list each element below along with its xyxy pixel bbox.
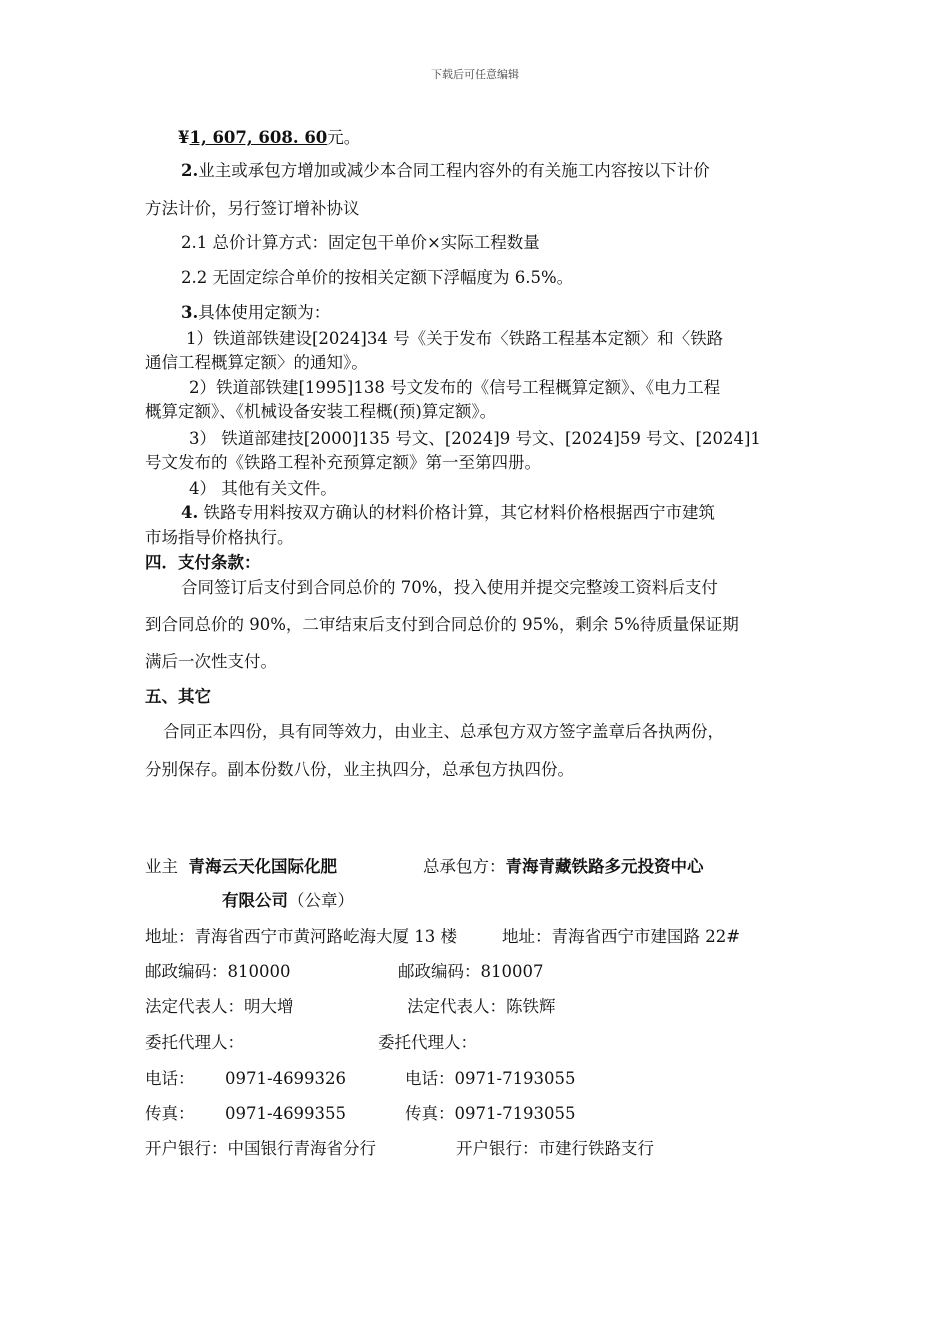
section-5-heading: 五、其它 [145, 687, 211, 706]
clause-4-line1 [181, 503, 715, 523]
owner-fax: 0971-4699355 [225, 1104, 347, 1123]
clause-2-number: 2. [181, 161, 199, 180]
contract-amount [178, 128, 360, 148]
clause-3-item1-line2: 通信工程概算定额〉的通知》。 [145, 353, 368, 372]
clause-3-item1-line1: 1）铁道部铁建设[2024]34 号《关于发布〈铁路工程基本定额〉和〈铁路 [186, 329, 724, 348]
owner-name-line2: 有限公司 [222, 891, 288, 910]
clause-2-line2: 方法计价，另行签订增补协议 [145, 199, 360, 218]
section-5-line2: 分别保存。副本份数八份，业主执四分，总承包方执四份。 [145, 760, 574, 779]
contractor-fax: 传真：0971-7193055 [405, 1104, 576, 1123]
owner-label-line [145, 857, 337, 877]
contractor-representative: 法定代表人：陈铁辉 [407, 997, 556, 1016]
owner-name-line1: 青海云天化国际化肥 [188, 857, 337, 876]
page-header: 下载后可任意编辑 [431, 68, 519, 81]
amount-value: 1, 607, 608. 60 [189, 128, 328, 147]
owner-postcode: 邮政编码：810000 [145, 962, 291, 981]
owner-tel: 0971-4699326 [225, 1069, 347, 1088]
owner-tel-label: 电话： [145, 1069, 195, 1088]
clause-3-item4: 4） 其他有关文件。 [189, 479, 337, 498]
currency-symbol: ¥ [178, 128, 190, 147]
contractor-label: 总承包方： [423, 857, 506, 876]
clause-4-number: 4. [181, 503, 199, 522]
section-4-line3: 满后一次性支付。 [145, 652, 277, 671]
clause-3-title [181, 303, 330, 323]
contractor-name: 青海青藏铁路多元投资中心 [505, 857, 704, 876]
owner-label: 业主 [145, 857, 178, 876]
owner-fax-label: 传真： [145, 1104, 195, 1123]
clause-3-item2-line2: 概算定额》、《机械设备安装工程概(预)算定额》。 [145, 402, 497, 421]
amount-unit: 元。 [327, 128, 361, 147]
owner-representative: 法定代表人：明大增 [145, 997, 294, 1016]
clause-2-line1 [181, 161, 710, 181]
contractor-agent: 委托代理人： [378, 1033, 477, 1052]
owner-bank: 开户银行：中国银行青海省分行 [145, 1139, 376, 1158]
contractor-tel: 电话：0971-7193055 [405, 1069, 576, 1088]
clause-3-item3-line1: 3） 铁道部建技[2000]135 号文、[2024]9 号文、[2024]59 号文、[2024]1 [189, 429, 761, 448]
section-4-line2: 到合同总价的 90%，二审结束后支付到合同总价的 95%，剩余 5%待质量保证期 [145, 615, 739, 634]
contractor-address: 地址：青海省西宁市建国路 22# [502, 927, 741, 946]
owner-name-line2-row [222, 891, 354, 911]
seal-note: （公章） [288, 891, 354, 910]
section-4-line1: 合同签订后支付到合同总价的 70%，投入使用并提交完整竣工资料后支付 [181, 578, 718, 597]
clause-4-line2: 市场指导价格执行。 [145, 528, 294, 547]
section-5-line1: 合同正本四份，具有同等效力，由业主、总承包方双方签字盖章后各执两份， [163, 722, 724, 741]
owner-agent: 委托代理人： [145, 1033, 244, 1052]
clause-3-text: 具体使用定额为： [198, 303, 331, 322]
contractor-bank: 开户银行：市建行铁路支行 [456, 1139, 654, 1158]
owner-address: 地址：青海省西宁市黄河路屹海大厦 13 楼 [145, 927, 457, 946]
contractor-postcode: 邮政编码：810007 [398, 962, 544, 981]
clause-2-text: 业主或承包方增加或减少本合同工程内容外的有关施工内容按以下计价 [198, 161, 710, 180]
clause-2-item1: 2.1 总价计算方式：固定包干单价×实际工程数量 [181, 233, 540, 252]
clause-3-number: 3. [181, 303, 199, 322]
clause-3-item3-line2: 号文发布的《铁路工程补充预算定额》第一至第四册。 [145, 453, 541, 472]
section-4-heading: 四．支付条款： [145, 553, 261, 572]
contractor-line [423, 857, 704, 877]
clause-4-text: 铁路专用料按双方确认的材料价格计算，其它材料价格根据西宁市建筑 [203, 503, 715, 522]
clause-2-item2: 2.2 无固定综合单价的按相关定额下浮幅度为 6.5%。 [181, 268, 574, 287]
clause-3-item2-line1: 2）铁道部铁建[1995]138 号文发布的《信号工程概算定额》、《电力工程 [189, 378, 721, 397]
